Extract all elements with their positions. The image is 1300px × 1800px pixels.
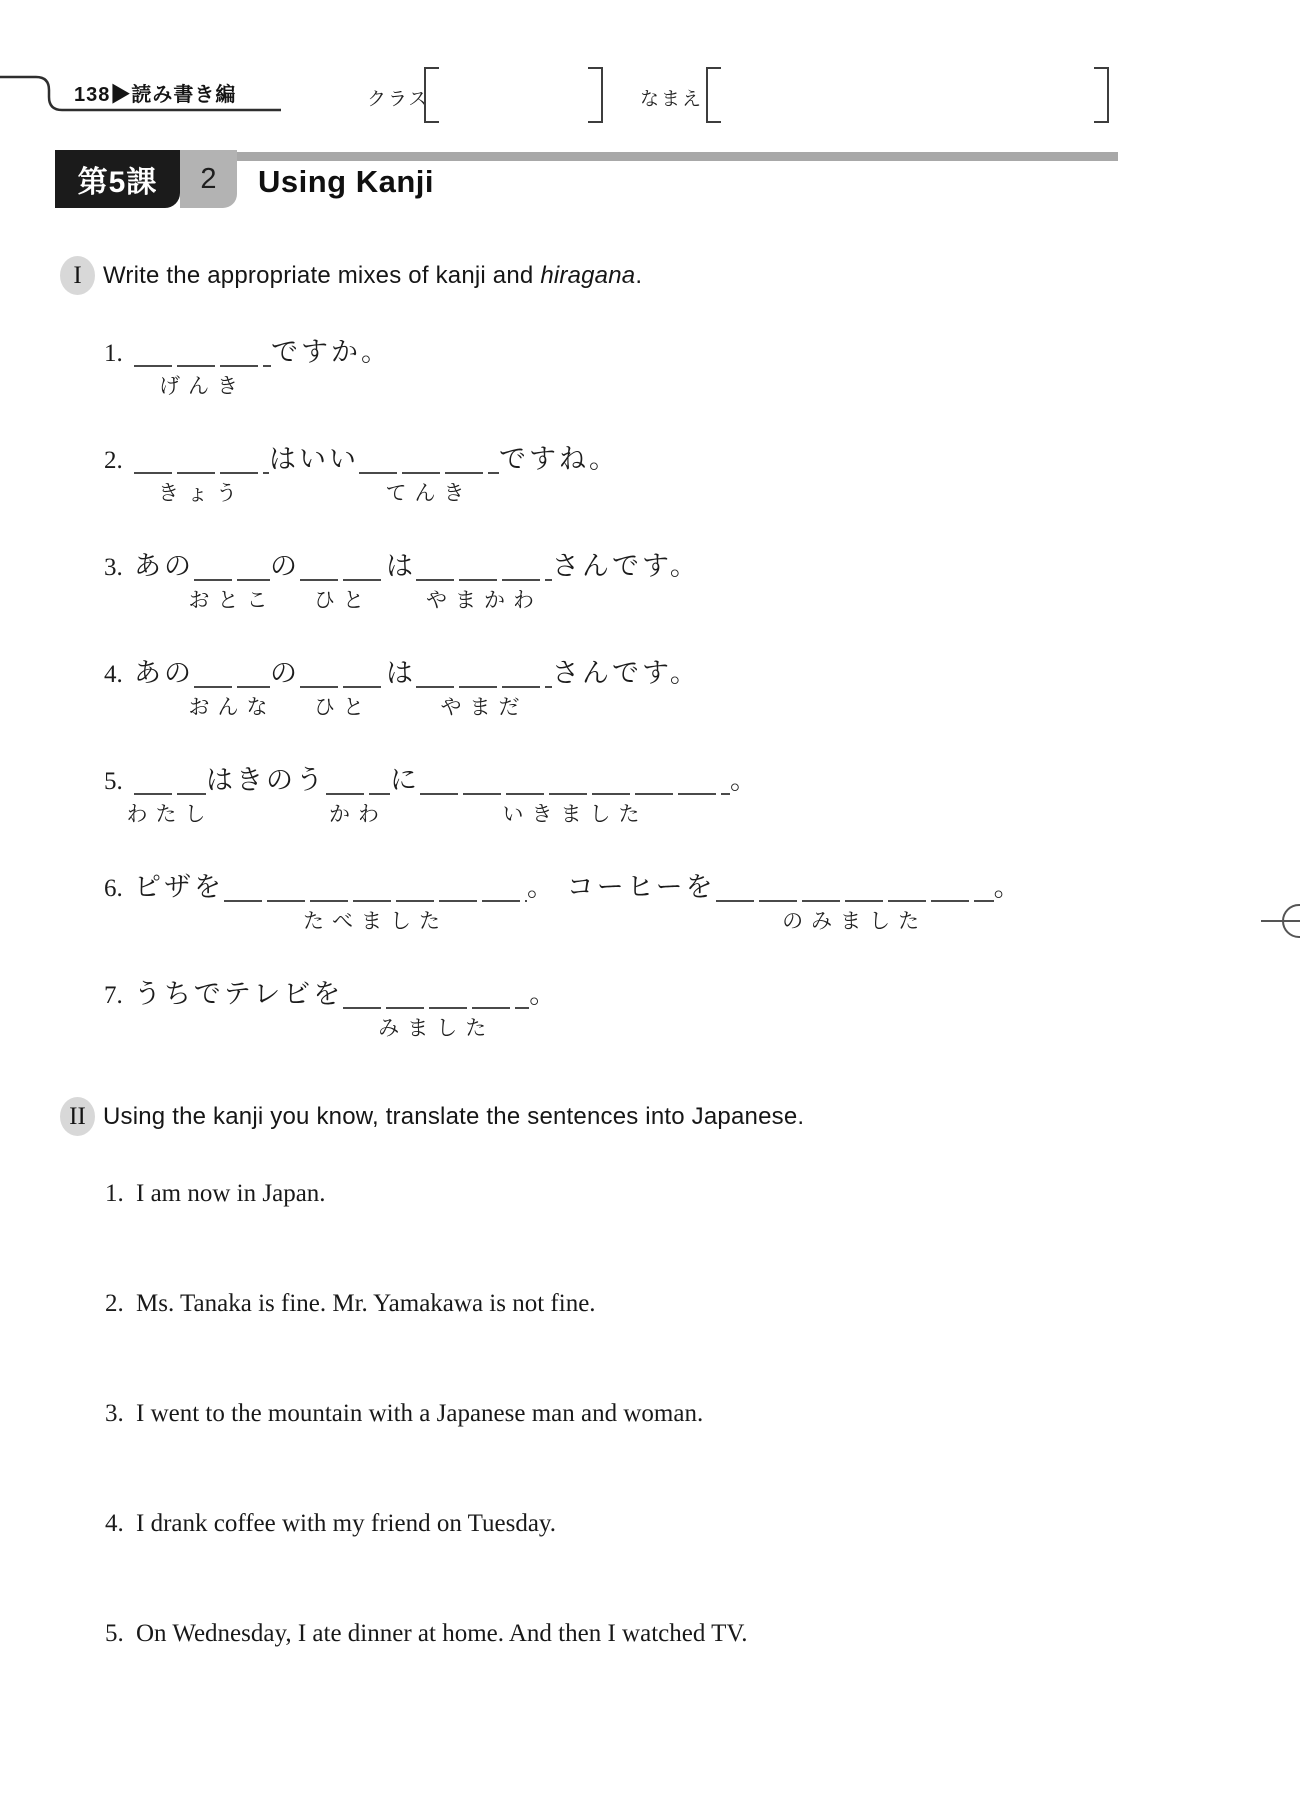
sentence-fragment: に: [390, 765, 420, 795]
item-number: 5.: [105, 1620, 124, 1647]
answer-blank[interactable]: [359, 444, 499, 505]
sentence-fragment: は: [386, 658, 416, 688]
sentence-fragment: はいい: [269, 444, 359, 474]
answer-blank[interactable]: [134, 337, 271, 398]
furigana-hint: のみました: [782, 909, 928, 933]
sentence-fragment: 。: [993, 872, 1024, 902]
exercise-item: [104, 330, 391, 402]
answer-blank[interactable]: [134, 444, 269, 505]
translation-item: [105, 1290, 596, 1318]
answer-blank[interactable]: [326, 765, 390, 826]
translation-prompt: On Wednesday, I ate dinner at home. And then I watched TV.: [136, 1620, 748, 1647]
translation-item: [105, 1620, 748, 1648]
furigana-hint: ひと: [314, 695, 372, 719]
class-field-bracket-right: [588, 67, 603, 123]
instruction-text: Write the appropriate mixes of kanji and: [103, 262, 541, 289]
exercise-item: [104, 758, 760, 830]
translation-prompt: Ms. Tanaka is fine. Mr. Yamakawa is not fine.: [136, 1290, 596, 1317]
sentence-fragment: ですか。: [271, 337, 391, 367]
registration-mark-icon: [1243, 893, 1300, 949]
sentence-fragment: 。 コーヒーを: [527, 872, 716, 902]
instruction-period: .: [635, 262, 643, 289]
furigana-hint: たべました: [303, 909, 448, 933]
answer-blank[interactable]: [416, 658, 552, 719]
furigana-hint: ひと: [314, 588, 372, 612]
exercise-item: [104, 437, 619, 509]
sentence-fragment: さんです。: [552, 658, 700, 688]
sentence-fragment: はきのう: [206, 765, 326, 795]
translation-prompt: I drank coffee with my friend on Tuesday.: [136, 1510, 557, 1537]
item-number: 4.: [105, 1510, 124, 1537]
sentence-fragment: あの: [134, 551, 194, 581]
sentence-fragment: ピザを: [134, 872, 224, 902]
exercise-item: [104, 651, 700, 723]
sentence-fragment: うちでテレビを: [134, 979, 344, 1009]
translation-item: [105, 1400, 703, 1428]
title-rule: [237, 152, 1118, 161]
answer-blank[interactable]: [188, 658, 276, 719]
sentence-fragment: の: [270, 658, 300, 688]
answer-blank[interactable]: [300, 551, 386, 612]
item-number: 7.: [104, 982, 123, 1009]
furigana-hint: かわ: [329, 802, 387, 826]
lesson-badge: 第5課: [55, 150, 180, 208]
answer-blank[interactable]: [416, 551, 552, 612]
sentence-fragment: は: [386, 551, 416, 581]
answer-blank[interactable]: [224, 872, 527, 933]
page-title: Using Kanji: [258, 164, 435, 199]
name-field-bracket-left: [706, 67, 721, 123]
item-number: 2.: [104, 447, 123, 474]
translation-item: [105, 1180, 326, 1208]
furigana-hint: きょう: [158, 481, 245, 505]
furigana-hint: やまだ: [440, 695, 528, 719]
section1-marker: I: [60, 256, 95, 295]
item-number: 3.: [104, 554, 123, 581]
part-number-badge: 2: [180, 150, 237, 208]
sentence-fragment: 。: [730, 765, 760, 795]
item-number: 4.: [104, 661, 123, 688]
sentence-fragment: あの: [134, 658, 194, 688]
answer-blank[interactable]: [300, 658, 386, 719]
instruction-italic-word: hiragana: [540, 262, 636, 289]
furigana-hint: おんな: [188, 695, 276, 719]
translation-prompt: I went to the mountain with a Japanese man and woman.: [136, 1400, 704, 1427]
furigana-hint: てんき: [385, 481, 473, 505]
furigana-hint: やまかわ: [426, 588, 542, 612]
name-field-bracket-right: [1094, 67, 1109, 123]
furigana-hint: みました: [378, 1016, 495, 1040]
class-write-in-field[interactable]: [439, 67, 588, 119]
item-number: 1.: [105, 1180, 124, 1207]
class-label: クラス: [367, 89, 430, 110]
name-write-in-field[interactable]: [721, 67, 1094, 119]
item-number: 1.: [104, 340, 123, 367]
furigana-hint: おとこ: [188, 588, 276, 612]
item-number: 5.: [104, 768, 123, 795]
page-number-tab: 138▶読み書き編: [74, 84, 237, 106]
sentence-fragment: さんです。: [552, 551, 700, 581]
item-number: 6.: [104, 875, 123, 902]
exercise-item: [104, 972, 559, 1044]
furigana-hint: わたし: [126, 802, 214, 826]
section1-instruction: [103, 262, 642, 290]
sentence-fragment: の: [270, 551, 300, 581]
item-number: 3.: [105, 1400, 124, 1427]
section2-marker: II: [60, 1097, 95, 1136]
sentence-fragment: 。: [529, 979, 560, 1009]
answer-blank[interactable]: [188, 551, 276, 612]
exercise-item: [104, 544, 700, 616]
answer-blank[interactable]: [126, 765, 214, 826]
translation-prompt: I am now in Japan.: [136, 1180, 326, 1207]
sentence-fragment: ですね。: [499, 444, 619, 474]
section2-instruction: Using the kanji you know, translate the sentences into Japanese.: [103, 1103, 805, 1130]
answer-blank[interactable]: [420, 765, 730, 826]
translation-item: [105, 1510, 556, 1538]
exercise-item: [104, 865, 1024, 937]
name-label: なまえ: [640, 89, 704, 110]
item-number: 2.: [105, 1290, 124, 1317]
class-field-bracket-left: [424, 67, 439, 123]
answer-blank[interactable]: [343, 979, 529, 1040]
answer-blank[interactable]: [716, 872, 994, 933]
furigana-hint: げんき: [159, 374, 246, 398]
furigana-hint: いきました: [502, 802, 648, 826]
